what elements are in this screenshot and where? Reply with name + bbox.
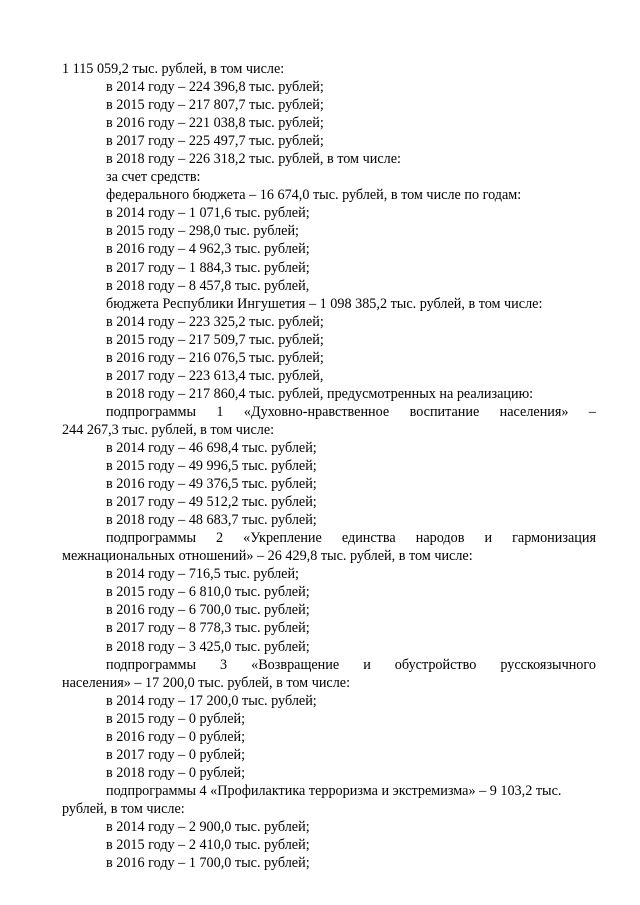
text-line: в 2018 году – 3 425,0 тыс. рублей; [106,638,310,655]
text-line: в 2017 году – 8 778,3 тыс. рублей; [106,620,310,637]
text-line: подпрограммы 4 «Профилактика терроризма и экстремизма» – 9 103,2 тыс. [106,782,562,799]
text-line: в 2018 году – 8 457,8 тыс. рублей, [106,277,310,294]
word: – [588,403,596,420]
text-line: в 2018 году – 217 860,4 тыс. рублей, предусмотренных на реализацию: [106,385,534,402]
text-line: в 2017 году – 223 613,4 тыс. рублей, [106,367,324,384]
word: подпрограммы [106,530,196,547]
text-line: в 2015 году – 6 810,0 тыс. рублей; [106,584,310,601]
text-line: 244 267,3 тыс. рублей, в том числе: [62,421,275,438]
justified-line [62,403,596,421]
word: населения» [499,403,569,420]
text-line: в 2017 году – 225 497,7 тыс. рублей; [106,133,324,150]
word: 1 [216,403,224,420]
word: «Духовно-нравственное [243,403,390,420]
text-line: в 2016 году – 221 038,8 тыс. рублей; [106,115,324,132]
word: единства [341,530,396,547]
word: 3 [220,656,228,673]
text-line: в 2014 году – 224 396,8 тыс. рублей; [106,79,324,96]
text-line: в 2016 году – 6 700,0 тыс. рублей; [106,602,310,619]
justified-line [62,529,596,547]
text-line: в 2016 году – 49 376,5 тыс. рублей; [106,476,317,493]
text-line: в 2018 году – 226 318,2 тыс. рублей, в том числе: [106,151,401,168]
word: подпрограммы [106,656,196,673]
word: обустройство [394,656,477,673]
word: народов [415,530,465,547]
document-body [62,60,596,872]
text-line: в 2014 году – 1 071,6 тыс. рублей; [106,205,310,222]
text-line: в 2018 году – 48 683,7 тыс. рублей; [106,512,317,529]
text-line: в 2014 году – 46 698,4 тыс. рублей; [106,439,317,456]
text-line: населения» – 17 200,0 тыс. рублей, в том числе: [62,674,351,691]
text-line: в 2016 году – 1 700,0 тыс. рублей; [106,855,310,872]
text-line: в 2018 году – 0 рублей; [106,764,246,781]
text-line: в 2017 году – 49 512,2 тыс. рублей; [106,494,317,511]
word: и [363,656,371,673]
text-line: в 2016 году – 0 рублей; [106,728,246,745]
word: подпрограммы [106,403,196,420]
text-line: в 2015 году – 298,0 тыс. рублей; [106,223,299,240]
word: 2 [216,530,224,547]
text-line: межнациональных отношений» – 26 429,8 тыс. рублей, в том числе: [62,548,473,565]
text-line: бюджета Республики Ингушетия – 1 098 385,2 тыс. рублей, в том числе: [106,295,543,312]
text-line: в 2015 году – 217 509,7 тыс. рублей; [106,331,324,348]
text-line: 1 115 059,2 тыс. рублей, в том числе: [62,61,285,77]
text-line: в 2016 году – 216 076,5 тыс. рублей; [106,349,324,366]
text-line: в 2014 году – 2 900,0 тыс. рублей; [106,818,310,835]
text-line: в 2015 году – 217 807,7 тыс. рублей; [106,97,324,114]
word: и [484,530,493,547]
text-line: в 2015 году – 49 996,5 тыс. рублей; [106,458,317,475]
word: гармонизация [512,530,596,547]
text-line: федерального бюджета – 16 674,0 тыс. рублей, в том числе по годам: [106,187,522,204]
text-line: в 2017 году – 1 884,3 тыс. рублей; [106,259,310,276]
text-line: в 2015 году – 2 410,0 тыс. рублей; [106,837,310,854]
text-line: в 2017 году – 0 рублей; [106,746,246,763]
text-line: в 2014 году – 716,5 тыс. рублей; [106,566,299,583]
text-line: в 2016 году – 4 962,3 тыс. рублей; [106,241,310,258]
text-line: за счет средств: [106,169,201,186]
word: «Укрепление [243,530,322,547]
word: русскоязычного [500,656,596,673]
justified-line [62,656,596,674]
text-line: рублей, в том числе: [62,800,185,817]
text-line: в 2014 году – 17 200,0 тыс. рублей; [106,692,317,709]
text-line: в 2015 году – 0 рублей; [106,710,246,727]
word: «Возвращение [251,656,340,673]
text-line: в 2014 году – 223 325,2 тыс. рублей; [106,313,324,330]
word: воспитание [409,403,480,420]
